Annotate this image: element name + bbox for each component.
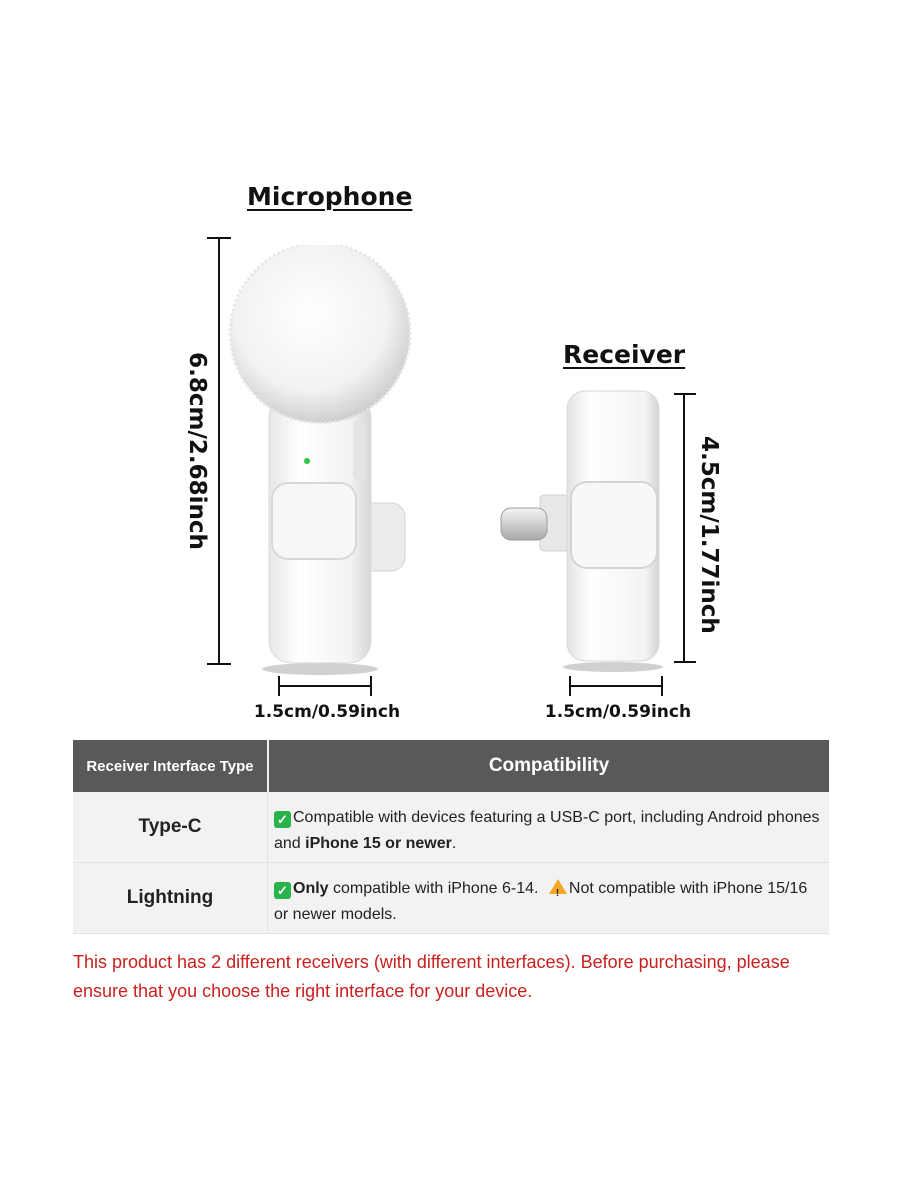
microphone-image bbox=[225, 245, 415, 680]
table-row bbox=[73, 792, 829, 863]
compat-text: Compatible with devices featuring a USB-C port, including Android phones and bbox=[274, 809, 820, 852]
compatibility-cell bbox=[268, 792, 829, 862]
receiver-image bbox=[495, 385, 670, 675]
check-icon: ✓ bbox=[274, 811, 291, 828]
warning-icon: ! bbox=[549, 879, 567, 894]
compat-bold-text: Only bbox=[293, 880, 329, 897]
compatibility-cell bbox=[268, 863, 829, 933]
microphone-title: Microphone bbox=[247, 182, 413, 211]
check-icon: ✓ bbox=[274, 882, 291, 899]
compat-bold-text: iPhone 15 or newer bbox=[305, 835, 452, 852]
receiver-title: Receiver bbox=[563, 340, 686, 369]
table-row bbox=[73, 863, 829, 934]
compat-text: compatible with iPhone 6-14. bbox=[328, 880, 543, 897]
compat-text-end: . bbox=[451, 835, 457, 852]
microphone-width-label: 1.5cm/0.59inch bbox=[253, 702, 401, 722]
receiver-width-dimension bbox=[566, 672, 666, 702]
microphone-height-label: 6.8cm/2.68inch bbox=[184, 352, 210, 550]
table-header bbox=[73, 740, 829, 792]
receiver-height-label: 4.5cm/1.77inch bbox=[696, 436, 722, 634]
header-compatibility: Compatibility bbox=[488, 755, 610, 776]
compat-warning-text: Not compatible with iPhone 15/16 or newer models. bbox=[274, 880, 808, 923]
interface-type-cell: Lightning bbox=[73, 863, 268, 933]
purchase-notice: This product has 2 different receivers (with different interfaces). Before purchasing, please ensure that you choose the right interface for your device. bbox=[73, 952, 790, 1001]
interface-type-cell: Type-C bbox=[73, 792, 268, 862]
microphone-width-dimension bbox=[275, 672, 375, 702]
compatibility-table bbox=[73, 740, 829, 934]
header-interface-type: Receiver Interface Type bbox=[73, 740, 269, 792]
receiver-width-label: 1.5cm/0.59inch bbox=[544, 702, 692, 722]
